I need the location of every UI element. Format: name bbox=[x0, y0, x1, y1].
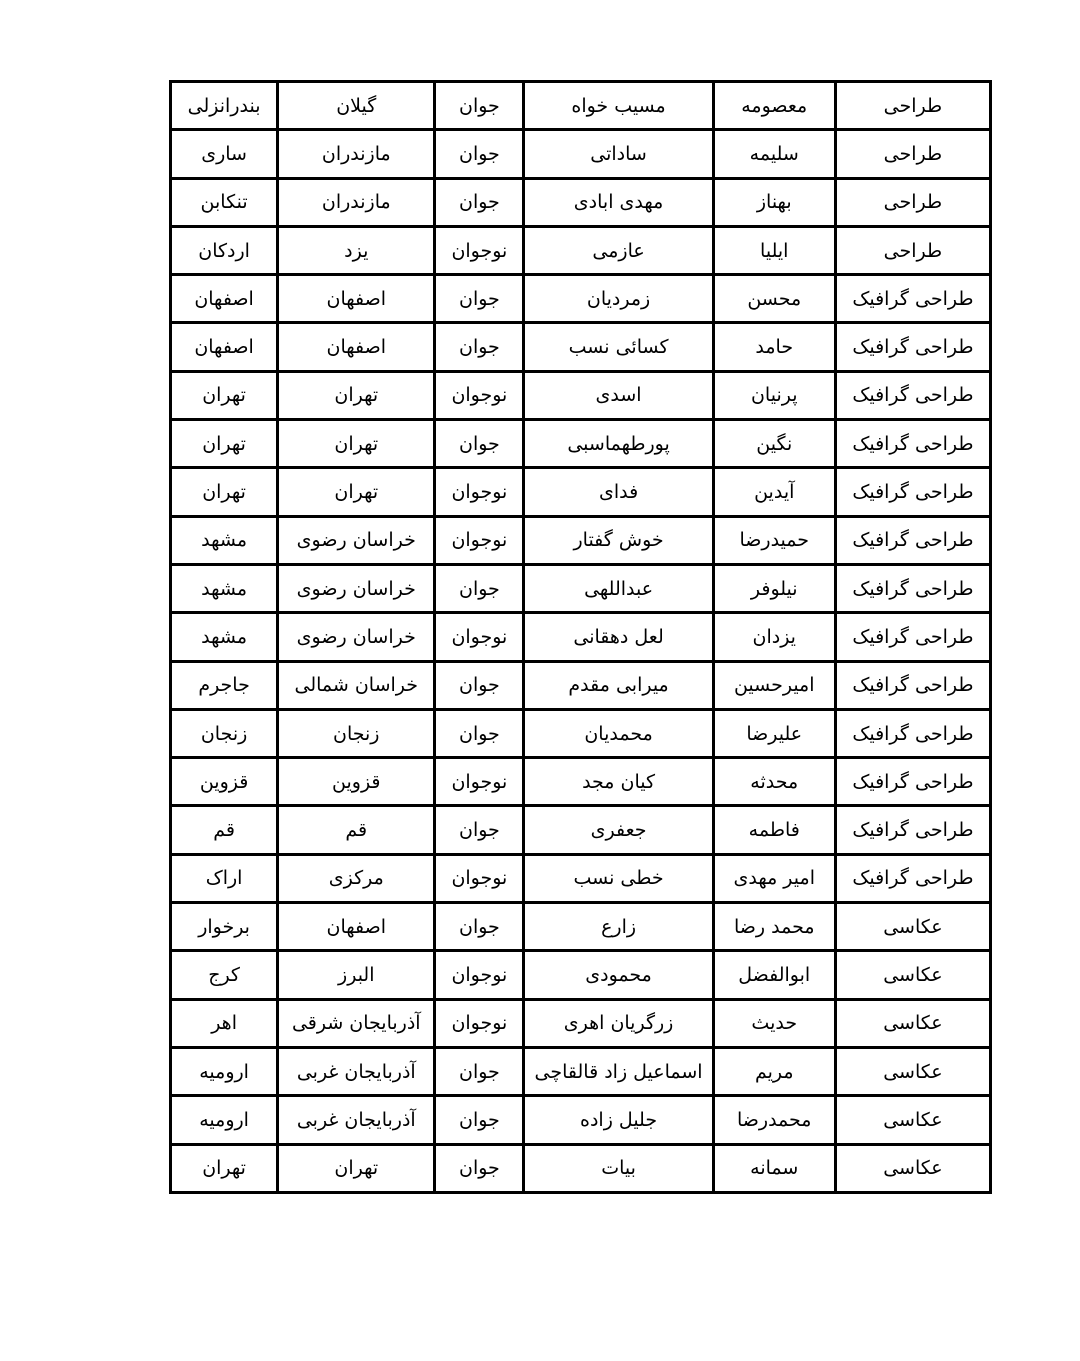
first-name-cell: محدثه bbox=[713, 758, 835, 806]
table-row bbox=[171, 999, 991, 1047]
age-group-cell: جوان bbox=[435, 82, 524, 130]
table-row bbox=[171, 1096, 991, 1144]
age-group-cell: جوان bbox=[435, 275, 524, 323]
field-cell: طراحی گرافیک bbox=[835, 854, 990, 902]
table-row bbox=[171, 1047, 991, 1095]
city-cell: ارومیه bbox=[171, 1047, 278, 1095]
city-cell: جاجرم bbox=[171, 661, 278, 709]
last-name-cell: خطی نسب bbox=[524, 854, 713, 902]
first-name-cell: محمدرضا bbox=[713, 1096, 835, 1144]
last-name-cell: جلیل زاده bbox=[524, 1096, 713, 1144]
field-cell: طراحی گرافیک bbox=[835, 661, 990, 709]
table-row bbox=[171, 226, 991, 274]
age-group-cell: نوجوان bbox=[435, 371, 524, 419]
table-row bbox=[171, 468, 991, 516]
first-name-cell: نیلوفر bbox=[713, 564, 835, 612]
first-name-cell: محمد رضا bbox=[713, 903, 835, 951]
province-cell: خراسان شمالی bbox=[278, 661, 435, 709]
last-name-cell: خوش گفتار bbox=[524, 516, 713, 564]
first-name-cell: یزدان bbox=[713, 613, 835, 661]
province-cell: تهران bbox=[278, 371, 435, 419]
last-name-cell: زمردیان bbox=[524, 275, 713, 323]
field-cell: طراحی گرافیک bbox=[835, 709, 990, 757]
first-name-cell: بهناز bbox=[713, 178, 835, 226]
table-row bbox=[171, 371, 991, 419]
table-row bbox=[171, 516, 991, 564]
city-cell: تهران bbox=[171, 371, 278, 419]
last-name-cell: عازمی bbox=[524, 226, 713, 274]
table-row bbox=[171, 951, 991, 999]
first-name-cell: آیدین bbox=[713, 468, 835, 516]
first-name-cell: ایلیا bbox=[713, 226, 835, 274]
last-name-cell: کیان مجد bbox=[524, 758, 713, 806]
field-cell: طراحی bbox=[835, 130, 990, 178]
last-name-cell: زرگریان اهری bbox=[524, 999, 713, 1047]
field-cell: طراحی گرافیک bbox=[835, 613, 990, 661]
city-cell: تهران bbox=[171, 468, 278, 516]
city-cell: قزوین bbox=[171, 758, 278, 806]
province-cell: مرکزی bbox=[278, 854, 435, 902]
table-row bbox=[171, 903, 991, 951]
province-cell: قم bbox=[278, 806, 435, 854]
field-cell: طراحی گرافیک bbox=[835, 468, 990, 516]
first-name-cell: امیرحسین bbox=[713, 661, 835, 709]
province-cell: اصفهان bbox=[278, 323, 435, 371]
age-group-cell: جوان bbox=[435, 1144, 524, 1192]
table-row bbox=[171, 178, 991, 226]
field-cell: طراحی گرافیک bbox=[835, 806, 990, 854]
first-name-cell: سمانه bbox=[713, 1144, 835, 1192]
age-group-cell: جوان bbox=[435, 420, 524, 468]
field-cell: طراحی گرافیک bbox=[835, 516, 990, 564]
province-cell: تهران bbox=[278, 1144, 435, 1192]
last-name-cell: بیات bbox=[524, 1144, 713, 1192]
last-name-cell: میرابی مقدم bbox=[524, 661, 713, 709]
first-name-cell: سلیمه bbox=[713, 130, 835, 178]
first-name-cell: پرنیان bbox=[713, 371, 835, 419]
city-cell: تنکابن bbox=[171, 178, 278, 226]
age-group-cell: نوجوان bbox=[435, 999, 524, 1047]
last-name-cell: ساداتی bbox=[524, 130, 713, 178]
age-group-cell: نوجوان bbox=[435, 758, 524, 806]
last-name-cell: محمودی bbox=[524, 951, 713, 999]
last-name-cell: زارع bbox=[524, 903, 713, 951]
field-cell: عکاسی bbox=[835, 951, 990, 999]
first-name-cell: فاطمه bbox=[713, 806, 835, 854]
last-name-cell: لعل دهقانی bbox=[524, 613, 713, 661]
field-cell: طراحی bbox=[835, 226, 990, 274]
age-group-cell: نوجوان bbox=[435, 613, 524, 661]
table-row bbox=[171, 275, 991, 323]
age-group-cell: جوان bbox=[435, 130, 524, 178]
city-cell: تهران bbox=[171, 420, 278, 468]
age-group-cell: جوان bbox=[435, 1047, 524, 1095]
city-cell: قم bbox=[171, 806, 278, 854]
table-row bbox=[171, 1144, 991, 1192]
age-group-cell: نوجوان bbox=[435, 226, 524, 274]
city-cell: بندرانزلی bbox=[171, 82, 278, 130]
last-name-cell: محمدیان bbox=[524, 709, 713, 757]
province-cell: آذربایجان غربی bbox=[278, 1096, 435, 1144]
city-cell: ارومیه bbox=[171, 1096, 278, 1144]
city-cell: اراک bbox=[171, 854, 278, 902]
field-cell: طراحی گرافیک bbox=[835, 564, 990, 612]
city-cell: ساری bbox=[171, 130, 278, 178]
city-cell: تهران bbox=[171, 1144, 278, 1192]
last-name-cell: عبداللهی bbox=[524, 564, 713, 612]
last-name-cell: اسماعیل زاد قالقاچی bbox=[524, 1047, 713, 1095]
age-group-cell: جوان bbox=[435, 661, 524, 709]
last-name-cell: جعفری bbox=[524, 806, 713, 854]
field-cell: عکاسی bbox=[835, 1096, 990, 1144]
field-cell: طراحی گرافیک bbox=[835, 323, 990, 371]
first-name-cell: معصومه bbox=[713, 82, 835, 130]
first-name-cell: ابوالفضل bbox=[713, 951, 835, 999]
age-group-cell: جوان bbox=[435, 1096, 524, 1144]
field-cell: طراحی گرافیک bbox=[835, 420, 990, 468]
province-cell: البرز bbox=[278, 951, 435, 999]
participants-table bbox=[169, 80, 992, 1194]
table-row bbox=[171, 854, 991, 902]
age-group-cell: جوان bbox=[435, 806, 524, 854]
first-name-cell: امیر مهدی bbox=[713, 854, 835, 902]
table-row bbox=[171, 806, 991, 854]
city-cell: اردکان bbox=[171, 226, 278, 274]
province-cell: خراسان رضوی bbox=[278, 564, 435, 612]
field-cell: طراحی bbox=[835, 178, 990, 226]
age-group-cell: جوان bbox=[435, 903, 524, 951]
city-cell: زنجان bbox=[171, 709, 278, 757]
province-cell: خراسان رضوی bbox=[278, 516, 435, 564]
city-cell: مشهد bbox=[171, 564, 278, 612]
field-cell: طراحی گرافیک bbox=[835, 371, 990, 419]
city-cell: اصفهان bbox=[171, 275, 278, 323]
city-cell: مشهد bbox=[171, 613, 278, 661]
field-cell: عکاسی bbox=[835, 1047, 990, 1095]
province-cell: زنجان bbox=[278, 709, 435, 757]
last-name-cell: کسائی نسب bbox=[524, 323, 713, 371]
field-cell: طراحی گرافیک bbox=[835, 758, 990, 806]
first-name-cell: علیرضا bbox=[713, 709, 835, 757]
city-cell: اصفهان bbox=[171, 323, 278, 371]
last-name-cell: اسدی bbox=[524, 371, 713, 419]
province-cell: مازندران bbox=[278, 178, 435, 226]
table-row bbox=[171, 661, 991, 709]
participants-table-body bbox=[171, 82, 991, 1193]
field-cell: عکاسی bbox=[835, 903, 990, 951]
last-name-cell: مهدی ابادی bbox=[524, 178, 713, 226]
city-cell: مشهد bbox=[171, 516, 278, 564]
table-row bbox=[171, 613, 991, 661]
last-name-cell: پورطهماسبی bbox=[524, 420, 713, 468]
first-name-cell: مریم bbox=[713, 1047, 835, 1095]
city-cell: برخوار bbox=[171, 903, 278, 951]
first-name-cell: محسن bbox=[713, 275, 835, 323]
field-cell: عکاسی bbox=[835, 999, 990, 1047]
province-cell: تهران bbox=[278, 468, 435, 516]
age-group-cell: نوجوان bbox=[435, 951, 524, 999]
field-cell: طراحی bbox=[835, 82, 990, 130]
age-group-cell: جوان bbox=[435, 323, 524, 371]
province-cell: آذربایجان شرقی bbox=[278, 999, 435, 1047]
table-row bbox=[171, 709, 991, 757]
table-row bbox=[171, 564, 991, 612]
province-cell: مازندران bbox=[278, 130, 435, 178]
field-cell: عکاسی bbox=[835, 1144, 990, 1192]
province-cell: تهران bbox=[278, 420, 435, 468]
city-cell: کرج bbox=[171, 951, 278, 999]
table-row bbox=[171, 758, 991, 806]
age-group-cell: جوان bbox=[435, 564, 524, 612]
province-cell: خراسان رضوی bbox=[278, 613, 435, 661]
last-name-cell: مسیب خواه bbox=[524, 82, 713, 130]
first-name-cell: حامد bbox=[713, 323, 835, 371]
table-row bbox=[171, 82, 991, 130]
province-cell: یزد bbox=[278, 226, 435, 274]
first-name-cell: حمیدرضا bbox=[713, 516, 835, 564]
first-name-cell: حدیث bbox=[713, 999, 835, 1047]
province-cell: گیلان bbox=[278, 82, 435, 130]
first-name-cell: نگین bbox=[713, 420, 835, 468]
age-group-cell: نوجوان bbox=[435, 468, 524, 516]
table-row bbox=[171, 323, 991, 371]
last-name-cell: فدای bbox=[524, 468, 713, 516]
age-group-cell: نوجوان bbox=[435, 854, 524, 902]
age-group-cell: نوجوان bbox=[435, 516, 524, 564]
province-cell: آذربایجان غربی bbox=[278, 1047, 435, 1095]
province-cell: اصفهان bbox=[278, 275, 435, 323]
table-row bbox=[171, 420, 991, 468]
field-cell: طراحی گرافیک bbox=[835, 275, 990, 323]
age-group-cell: جوان bbox=[435, 709, 524, 757]
age-group-cell: جوان bbox=[435, 178, 524, 226]
province-cell: اصفهان bbox=[278, 903, 435, 951]
city-cell: اهر bbox=[171, 999, 278, 1047]
table-row bbox=[171, 130, 991, 178]
province-cell: قزوین bbox=[278, 758, 435, 806]
